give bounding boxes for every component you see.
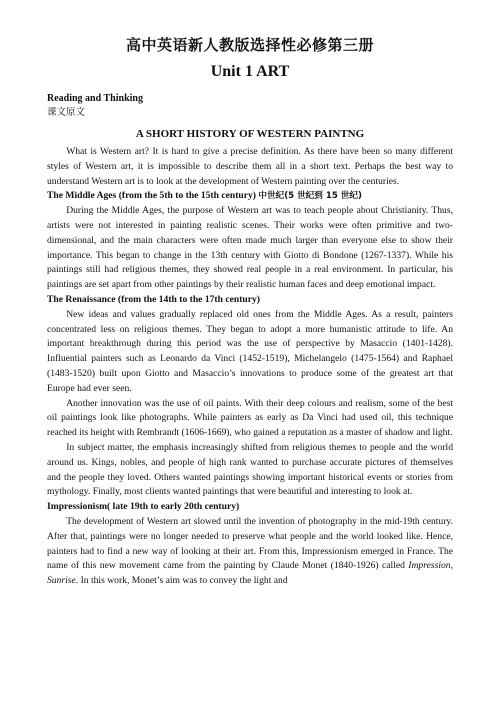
renaissance-heading: The Renaissance (from the 14th to the 17th century) [47, 293, 260, 305]
section-label-cn: 课文原文 [47, 107, 86, 118]
title-separator: , [450, 560, 453, 572]
intro-paragraph: What is Western art? It is hard to give a precise definition. As there have been so many different styles of Western art, it is impossible to describe them all in a short text. Perhaps the best way to understand Western art is to look at the development of Western painting over the centuries. [47, 146, 453, 187]
middle-ages-paragraph: During the Middle Ages, the purpose of Western art was to teach people about Christianity. Thus, artists were not interested in painting realistic scenes. Their works were often primitive and two-dimensional, and the main characters were often made much larger than everyone else to show their importance. This began to change in the 13th century with Giotto di Bondone (1267-1337). While his paintings still had religious themes, they showed real people in a real environment. In particular, his paintings are set apart from other paintings by their realistic human faces and deep emotional impact. [47, 205, 453, 291]
section-label: Reading and Thinking [47, 93, 143, 104]
impressionism-heading: Impressionism( late 19th to early 20th century) [47, 501, 240, 513]
middle-ages-heading [47, 189, 453, 204]
middle-ages-heading-cn: 中世纪(5 世纪到 15 世纪) [258, 191, 362, 202]
middle-ages-heading-text: The Middle Ages (from the 5th to the 15th century) [47, 190, 256, 202]
impressionism-paragraph [47, 515, 453, 589]
renaissance-paragraph-3: In subject matter, the emphasis increasingly shifted from religious themes to people and the world around us. Kings, nobles, and people of high rank wanted to purchase accurate pictures of themselves and the people they loved. Others wanted paintings showing important historical events or stories from mythology. Finally, most clients wanted paintings that were beautiful and interesting to look at. [47, 441, 453, 498]
impressionism-text-a: The development of Western art slowed until the invention of photography in the mid-19th century. After that, paintings were no longer needed to preserve what people and the world looked like. Hence, painters had to find a new way of looking at their art. From this, Impressionism emerged in France. The name of this new movement came from the painting by Claude Monet (1840-1926) called [47, 515, 453, 572]
impressionism-text-b: . In this work, Monet’s aim was to convey the light and [75, 575, 288, 587]
article-title: A SHORT HISTORY OF WESTERN PAINTNG [135, 128, 365, 140]
painting-title-impression: Impression [408, 560, 451, 572]
renaissance-paragraph-1: New ideas and values gradually replaced old ones from the Middle Ages. As a result, painters concentrated less on religious themes. They began to adopt a more humanistic attitude to life. An important breakthrough during this period was the use of perspective by Masaccio (1401-1428). Influential painters such as Leonardo da Vinci (1452-1519), Michelangelo (1475-1564) and Raphael (1483-1520) built upon Giotto and Masaccio’s innovations to produce some of the greatest art that Europe had ever seen. [47, 308, 453, 394]
unit-title: Unit 1 ART [210, 63, 290, 80]
document-title-cn: 高中英语新人教版选择性必修第三册 [125, 36, 374, 54]
renaissance-paragraph-2: Another innovation was the use of oil paints. With their deep colours and realism, some of the best oil paintings look like photographs. While painters as early as Da Vinci had used oil, this technique reached its height with Rembrandt (1606-1669), who gained a reputation as a master of shadow and light. [47, 397, 453, 439]
painting-title-sunrise: Sunrise [47, 575, 76, 587]
